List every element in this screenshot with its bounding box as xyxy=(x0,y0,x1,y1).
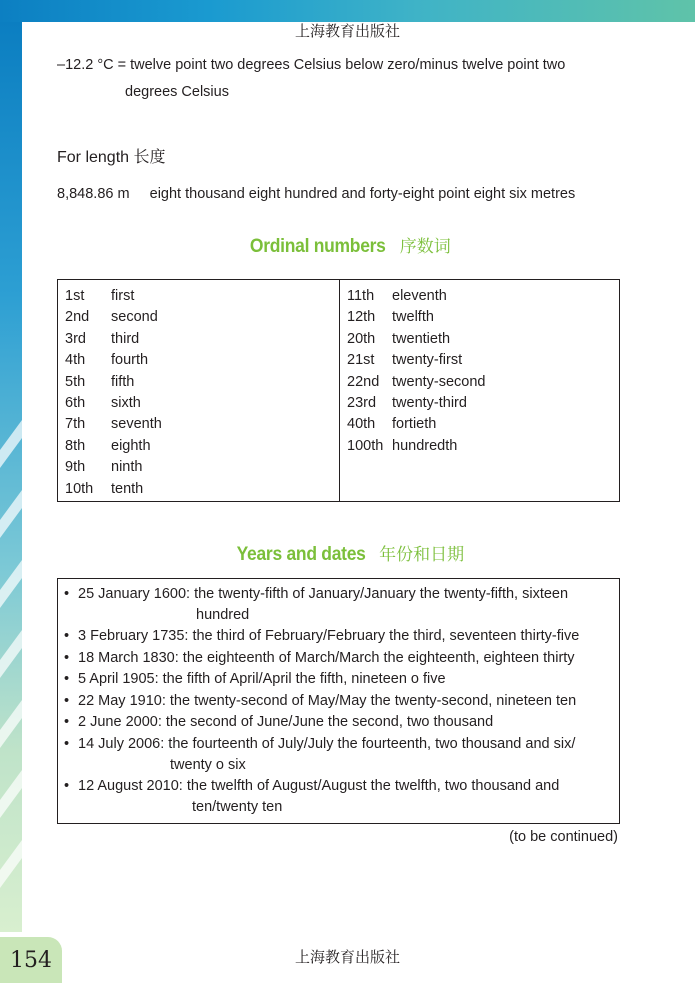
ordinal-row xyxy=(65,372,339,393)
date-item-continuation: ten/twenty ten xyxy=(192,799,283,815)
ordinal-num: 100th xyxy=(347,437,384,454)
date-reading: the second of June/June the second, two thousand xyxy=(165,714,494,730)
ordinal-word: tenth xyxy=(111,480,144,497)
ordinal-row xyxy=(65,307,339,328)
ordinal-num: 4th xyxy=(65,352,86,369)
footer-publisher: 上海教育出版社 xyxy=(294,948,400,966)
ordinal-row xyxy=(347,436,619,457)
temperature-line-2: degrees Celsius xyxy=(125,84,229,100)
date-reading: the twenty-second of May/May the twenty-second, nineteen ten xyxy=(169,693,577,709)
length-example xyxy=(57,184,575,205)
ordinal-word: twentieth xyxy=(392,330,451,347)
ordinal-num: 21st xyxy=(347,352,375,369)
date-item xyxy=(64,648,575,669)
ordinal-word: fifth xyxy=(111,373,135,390)
date-reading: the fifth of April/April the fifth, nineteen o five xyxy=(162,671,446,687)
years-dates-title xyxy=(0,540,695,566)
ordinal-word: twenty-third xyxy=(392,394,467,411)
ordinal-num: 23rd xyxy=(347,394,377,411)
date-item-continuation: twenty o six xyxy=(170,757,246,773)
ordinal-word: second xyxy=(111,309,158,326)
ordinal-row xyxy=(65,393,339,414)
length-heading: For length 长度 xyxy=(57,149,166,166)
bullet: • xyxy=(64,650,70,666)
date-reading: the twelfth of August/August the twelfth, two thousand and xyxy=(186,778,560,794)
dates-title-en: Years and dates xyxy=(236,544,366,565)
side-stripe-decoration xyxy=(0,420,22,920)
date-label: 3 February 1735: xyxy=(78,628,189,644)
bullet: • xyxy=(64,714,70,730)
top-color-bar xyxy=(0,0,695,22)
ordinal-num: 22nd xyxy=(347,373,380,390)
date-item xyxy=(64,734,575,755)
ordinal-row xyxy=(347,393,619,414)
date-reading: the third of February/February the third, seventeen thirty-five xyxy=(192,628,580,644)
ordinal-row xyxy=(65,286,339,307)
ordinal-num: 40th xyxy=(347,416,376,433)
ordinal-num: 7th xyxy=(65,416,86,433)
ordinal-right-column xyxy=(340,280,620,502)
date-item xyxy=(64,712,493,733)
ordinal-word: twenty-second xyxy=(392,373,486,390)
ordinal-num: 10th xyxy=(65,480,94,497)
ordinal-row xyxy=(347,307,619,328)
ordinal-word: seventh xyxy=(111,416,162,433)
bullet: • xyxy=(64,628,70,644)
length-value: 8,848.86 m xyxy=(57,186,130,202)
bullet: • xyxy=(64,778,70,794)
date-label: 5 April 1905: xyxy=(78,671,159,687)
ordinal-numbers-title xyxy=(0,232,695,258)
ordinal-word: third xyxy=(111,330,140,347)
ordinal-left-column xyxy=(58,280,340,502)
page-number: 154 xyxy=(0,937,62,983)
ordinal-row xyxy=(65,436,339,457)
ordinal-word: first xyxy=(111,288,135,304)
date-reading: the fourteenth of July/July the fourteenth, two thousand and six/ xyxy=(168,736,576,752)
ordinal-num: 2nd xyxy=(65,309,90,326)
ordinal-word: eleventh xyxy=(392,288,447,304)
ordinal-num: 5th xyxy=(65,373,86,390)
dates-box xyxy=(57,578,620,824)
date-label: 2 June 2000: xyxy=(78,714,162,730)
date-item-continuation: hundred xyxy=(196,607,250,623)
ordinal-num: 12th xyxy=(347,309,376,326)
ordinal-title-en: Ordinal numbers xyxy=(250,236,386,257)
ordinal-num: 11th xyxy=(347,288,375,304)
date-item xyxy=(64,584,568,605)
header-publisher: 上海教育出版社 xyxy=(294,22,400,40)
date-reading: the twenty-fifth of January/January the twenty-fifth, sixteen xyxy=(194,586,569,602)
ordinal-num: 1st xyxy=(65,288,85,304)
ordinal-row xyxy=(65,457,339,478)
ordinal-row xyxy=(347,350,619,371)
ordinal-word: hundredth xyxy=(392,437,458,454)
length-words: eight thousand eight hundred and forty-eight point eight six metres xyxy=(149,186,576,202)
bullet: • xyxy=(64,586,70,602)
date-label: 18 March 1830: xyxy=(78,650,179,666)
ordinal-num: 3rd xyxy=(65,330,86,347)
date-label: 22 May 1910: xyxy=(78,693,166,709)
ordinal-num: 20th xyxy=(347,330,376,347)
bullet: • xyxy=(64,671,70,687)
ordinal-row xyxy=(347,286,619,307)
date-item xyxy=(64,626,579,647)
date-label: 14 July 2006: xyxy=(78,736,165,752)
ordinal-row xyxy=(347,329,619,350)
date-item xyxy=(64,776,559,797)
ordinal-word: fortieth xyxy=(392,416,437,433)
date-label: 25 January 1600: xyxy=(78,586,191,602)
ordinal-word: twelfth xyxy=(392,309,434,326)
ordinal-row xyxy=(65,414,339,435)
to-be-continued-note: (to be continued) xyxy=(509,829,618,845)
date-reading: the eighteenth of March/March the eighteenth, eighteen thirty xyxy=(182,650,575,666)
ordinal-table xyxy=(57,279,620,502)
ordinal-word: sixth xyxy=(111,394,141,411)
dates-title-zh: 年份和日期 xyxy=(379,545,465,565)
bullet: • xyxy=(64,693,70,709)
date-item xyxy=(64,691,576,712)
date-item xyxy=(64,669,446,690)
ordinal-num: 6th xyxy=(65,394,86,411)
ordinal-word: twenty-first xyxy=(392,352,463,369)
ordinal-num: 8th xyxy=(65,437,86,454)
ordinal-row xyxy=(65,479,339,500)
ordinal-num: 9th xyxy=(65,459,86,476)
ordinal-row xyxy=(65,350,339,371)
ordinal-row xyxy=(347,414,619,435)
ordinal-row xyxy=(65,329,339,350)
ordinal-title-zh: 序数词 xyxy=(399,237,451,257)
temperature-line-1: –12.2 °C = twelve point two degrees Celsius below zero/minus twelve point two xyxy=(57,57,566,73)
ordinal-row xyxy=(347,372,619,393)
ordinal-word: eighth xyxy=(111,437,151,454)
ordinal-word: ninth xyxy=(111,459,143,476)
ordinal-word: fourth xyxy=(111,352,149,369)
bullet: • xyxy=(64,736,70,752)
date-label: 12 August 2010: xyxy=(78,778,183,794)
